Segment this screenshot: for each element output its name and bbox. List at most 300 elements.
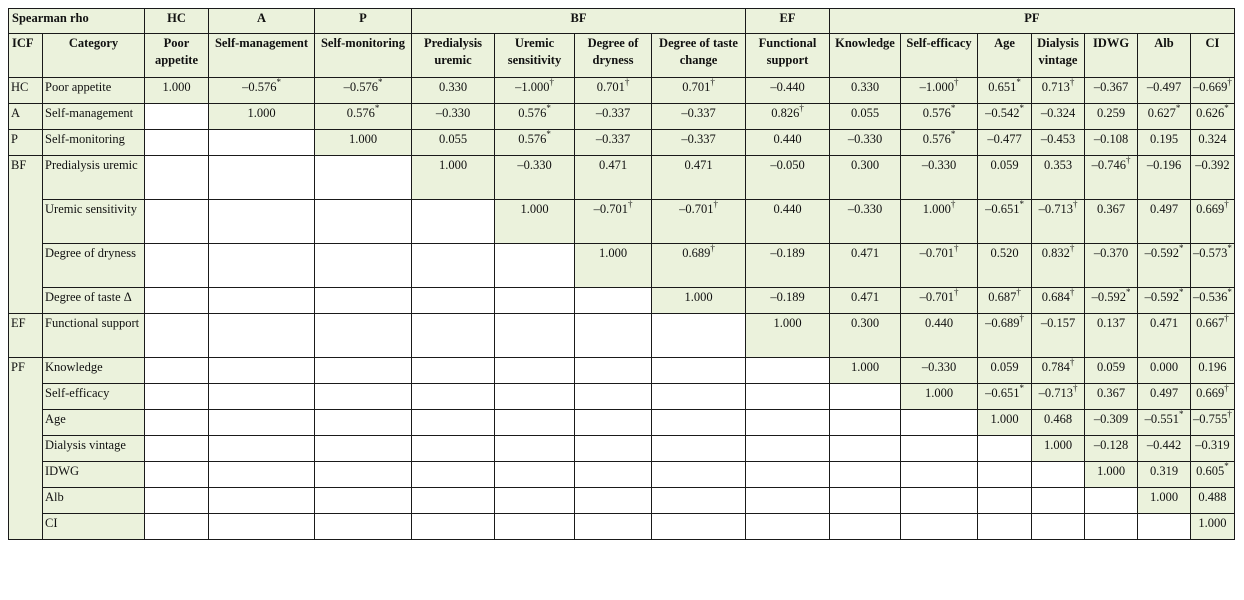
correlation-cell: 0.576* [901, 130, 978, 156]
column-group-header: A [209, 9, 315, 34]
correlation-cell [145, 200, 209, 244]
correlation-cell [412, 436, 495, 462]
significance-marker: † [799, 103, 804, 113]
correlation-cell: 0.353 [1032, 156, 1085, 200]
correlation-cell: 0.330 [830, 78, 901, 104]
significance-marker: * [950, 129, 956, 139]
correlation-cell: –0.330 [830, 200, 901, 244]
significance-marker: * [1019, 103, 1024, 113]
correlation-cell: –0.128 [1085, 436, 1138, 462]
correlation-cell [575, 358, 652, 384]
significance-marker: * [1224, 461, 1229, 471]
column-header: Functional support [746, 34, 830, 78]
correlation-cell [209, 488, 315, 514]
correlation-cell: –0.453 [1032, 130, 1085, 156]
table-row [9, 462, 1235, 488]
correlation-cell: –0.536* [1191, 288, 1235, 314]
correlation-cell: 0.440 [746, 130, 830, 156]
correlation-cell [1032, 488, 1085, 514]
correlation-cell: –0.189 [746, 288, 830, 314]
correlation-cell: –0.497 [1138, 78, 1191, 104]
correlation-cell [575, 410, 652, 436]
significance-marker: † [710, 77, 715, 87]
correlation-cell [412, 288, 495, 314]
correlation-cell: –0.319 [1191, 436, 1235, 462]
significance-marker: † [549, 77, 554, 87]
correlation-cell: 1.000 [145, 78, 209, 104]
table-row [9, 384, 1235, 410]
correlation-cell: –1.000† [495, 78, 575, 104]
correlation-cell [145, 462, 209, 488]
icf-header: ICF [9, 34, 43, 78]
significance-marker: † [1016, 287, 1021, 297]
table-row [9, 358, 1235, 384]
correlation-cell: 0.471 [830, 288, 901, 314]
correlation-cell [901, 436, 978, 462]
significance-marker: † [1072, 199, 1078, 209]
correlation-cell [830, 462, 901, 488]
row-label: Degree of taste Δ [43, 288, 145, 314]
correlation-cell [746, 462, 830, 488]
table-row [9, 514, 1235, 540]
correlation-cell: 0.196 [1191, 358, 1235, 384]
correlation-cell: 0.669† [1191, 200, 1235, 244]
correlation-cell [209, 436, 315, 462]
correlation-cell [652, 384, 746, 410]
correlation-cell [209, 244, 315, 288]
significance-marker: † [1224, 313, 1229, 323]
correlation-cell: 0.713† [1032, 78, 1085, 104]
correlation-cell [575, 488, 652, 514]
correlation-cell: –0.689† [978, 314, 1032, 358]
correlation-cell [209, 462, 315, 488]
column-header: Alb [1138, 34, 1191, 78]
row-label: Functional support [43, 314, 145, 358]
correlation-cell: –0.576* [209, 78, 315, 104]
correlation-cell [495, 384, 575, 410]
correlation-cell: –0.324 [1032, 104, 1085, 130]
correlation-cell: 0.440 [901, 314, 978, 358]
table-row [9, 130, 1235, 156]
correlation-cell: –0.592* [1138, 244, 1191, 288]
correlation-cell: 0.300 [830, 156, 901, 200]
correlation-cell [145, 314, 209, 358]
correlation-cell [652, 436, 746, 462]
significance-marker: † [1069, 287, 1075, 297]
row-label: Dialysis vintage [43, 436, 145, 462]
row-label: Degree of dryness [43, 244, 145, 288]
correlation-cell [145, 358, 209, 384]
correlation-cell [746, 410, 830, 436]
correlation-cell: –0.701† [901, 288, 978, 314]
correlation-cell [412, 200, 495, 244]
significance-marker: * [546, 129, 551, 139]
significance-marker: * [1016, 77, 1021, 87]
correlation-cell: –0.651* [978, 200, 1032, 244]
correlation-cell: 0.471 [1138, 314, 1191, 358]
column-header: Degree of dryness [575, 34, 652, 78]
correlation-cell: 0.832† [1032, 244, 1085, 288]
correlation-cell [412, 410, 495, 436]
correlation-cell [412, 462, 495, 488]
table-row [9, 200, 1235, 244]
correlation-cell [495, 488, 575, 514]
correlation-cell: –0.701† [901, 244, 978, 288]
significance-marker: † [1125, 155, 1131, 165]
correlation-cell: 0.059 [1085, 358, 1138, 384]
correlation-cell: 0.520 [978, 244, 1032, 288]
correlation-cell [495, 514, 575, 540]
correlation-cell: –0.542* [978, 104, 1032, 130]
correlation-cell: –0.108 [1085, 130, 1138, 156]
correlation-cell [145, 436, 209, 462]
significance-marker: * [1224, 103, 1229, 113]
correlation-cell [1085, 514, 1138, 540]
correlation-cell: –0.337 [575, 104, 652, 130]
significance-marker: * [1227, 287, 1232, 297]
correlation-cell [412, 488, 495, 514]
column-header: Age [978, 34, 1032, 78]
correlation-cell [901, 462, 978, 488]
correlation-cell: –0.592* [1138, 288, 1191, 314]
significance-marker: * [1125, 287, 1131, 297]
correlation-cell: 0.300 [830, 314, 901, 358]
correlation-cell [315, 514, 412, 540]
correlation-cell: –0.713† [1032, 384, 1085, 410]
column-group-header: BF [412, 9, 746, 34]
correlation-cell [652, 410, 746, 436]
row-label: Uremic sensitivity [43, 200, 145, 244]
correlation-cell: 1.000 [495, 200, 575, 244]
correlation-cell: –0.477 [978, 130, 1032, 156]
correlation-cell: 0.497 [1138, 384, 1191, 410]
correlation-cell [145, 514, 209, 540]
correlation-cell [746, 384, 830, 410]
corner-header: Spearman rho [9, 9, 145, 34]
correlation-cell [978, 436, 1032, 462]
significance-marker: † [627, 199, 633, 209]
correlation-cell: –0.713† [1032, 200, 1085, 244]
correlation-cell: 0.319 [1138, 462, 1191, 488]
correlation-cell: –0.746† [1085, 156, 1138, 200]
significance-marker: † [1224, 383, 1229, 393]
correlation-cell [978, 462, 1032, 488]
row-label: Poor appetite [43, 78, 145, 104]
significance-marker: * [1178, 243, 1184, 253]
correlation-cell [209, 288, 315, 314]
correlation-cell [315, 462, 412, 488]
column-header: Uremic sensitivity [495, 34, 575, 78]
correlation-cell: –0.701† [575, 200, 652, 244]
correlation-cell: 0.055 [830, 104, 901, 130]
column-group-header: P [315, 9, 412, 34]
correlation-cell: 0.627* [1138, 104, 1191, 130]
correlation-cell: 1.000 [209, 104, 315, 130]
correlation-cell [978, 488, 1032, 514]
correlation-cell [315, 358, 412, 384]
correlation-cell [145, 488, 209, 514]
correlation-cell [575, 384, 652, 410]
correlation-cell: 1.000 [575, 244, 652, 288]
correlation-cell: 0.667† [1191, 314, 1235, 358]
correlation-cell [315, 288, 412, 314]
correlation-cell [652, 462, 746, 488]
correlation-cell [575, 514, 652, 540]
correlation-cell [652, 514, 746, 540]
correlation-cell [412, 244, 495, 288]
significance-marker: * [1019, 199, 1024, 209]
significance-marker: † [1224, 199, 1229, 209]
column-header: Predialysis uremic [412, 34, 495, 78]
correlation-cell: 0.576* [495, 130, 575, 156]
column-header: Knowledge [830, 34, 901, 78]
correlation-cell [830, 488, 901, 514]
correlation-cell [315, 244, 412, 288]
correlation-cell: 1.000 [830, 358, 901, 384]
row-label: Self-efficacy [43, 384, 145, 410]
correlation-cell [746, 514, 830, 540]
correlation-cell: 1.000 [746, 314, 830, 358]
spearman-correlation-table [8, 8, 1235, 540]
correlation-cell: 0.468 [1032, 410, 1085, 436]
correlation-cell: 0.651* [978, 78, 1032, 104]
correlation-cell: 0.689† [652, 244, 746, 288]
correlation-cell [652, 314, 746, 358]
row-label: Age [43, 410, 145, 436]
significance-marker: * [1178, 287, 1184, 297]
correlation-cell [145, 130, 209, 156]
category-header: Category [43, 34, 145, 78]
correlation-cell [145, 244, 209, 288]
significance-marker: † [1019, 313, 1024, 323]
significance-marker: * [950, 103, 956, 113]
correlation-cell: –0.330 [495, 156, 575, 200]
column-group-header: HC [145, 9, 209, 34]
correlation-cell: –0.189 [746, 244, 830, 288]
correlation-cell [575, 436, 652, 462]
correlation-cell: –0.669† [1191, 78, 1235, 104]
correlation-cell: –0.050 [746, 156, 830, 200]
correlation-cell: –0.367 [1085, 78, 1138, 104]
significance-marker: * [1019, 383, 1024, 393]
correlation-cell: 1.000 [652, 288, 746, 314]
column-header: Self-efficacy [901, 34, 978, 78]
correlation-cell [209, 314, 315, 358]
correlation-cell: –0.330 [901, 358, 978, 384]
row-group-code: EF [9, 314, 43, 358]
correlation-cell [145, 104, 209, 130]
table-row [9, 488, 1235, 514]
correlation-cell: 0.576* [495, 104, 575, 130]
correlation-cell: –0.370 [1085, 244, 1138, 288]
table-row [9, 104, 1235, 130]
correlation-cell: –0.755† [1191, 410, 1235, 436]
row-label: IDWG [43, 462, 145, 488]
correlation-cell: 0.497 [1138, 200, 1191, 244]
correlation-cell: 0.784† [1032, 358, 1085, 384]
correlation-cell: 0.440 [746, 200, 830, 244]
correlation-cell [412, 384, 495, 410]
correlation-cell [575, 288, 652, 314]
column-group-header: EF [746, 9, 830, 34]
correlation-cell [495, 358, 575, 384]
significance-marker: † [710, 243, 715, 253]
correlation-cell: –0.330 [830, 130, 901, 156]
row-label: Predialysis uremic [43, 156, 145, 200]
correlation-cell: 1.000 [1138, 488, 1191, 514]
correlation-cell: –0.337 [575, 130, 652, 156]
correlation-cell: 0.605* [1191, 462, 1235, 488]
correlation-cell [209, 200, 315, 244]
correlation-cell: 0.488 [1191, 488, 1235, 514]
correlation-cell: –0.330 [901, 156, 978, 200]
correlation-cell [652, 358, 746, 384]
significance-marker: † [624, 77, 630, 87]
correlation-cell [209, 514, 315, 540]
correlation-cell [315, 436, 412, 462]
correlation-cell [315, 200, 412, 244]
correlation-cell: –0.576* [315, 78, 412, 104]
correlation-cell: 0.826† [746, 104, 830, 130]
correlation-cell [209, 130, 315, 156]
correlation-cell: 0.687† [978, 288, 1032, 314]
row-group-code: BF [9, 156, 43, 314]
correlation-cell [746, 436, 830, 462]
significance-marker: * [1227, 243, 1232, 253]
significance-marker: † [713, 199, 718, 209]
column-header: Poor appetite [145, 34, 209, 78]
correlation-cell: 0.195 [1138, 130, 1191, 156]
correlation-cell [145, 156, 209, 200]
correlation-cell [145, 384, 209, 410]
correlation-cell: 0.059 [978, 156, 1032, 200]
table-row [9, 314, 1235, 358]
significance-marker: † [1227, 409, 1232, 419]
column-header: Self-management [209, 34, 315, 78]
correlation-cell [1032, 462, 1085, 488]
significance-marker: † [950, 199, 956, 209]
significance-marker: * [1178, 409, 1184, 419]
table-row [9, 78, 1235, 104]
column-header: Dialysis vintage [1032, 34, 1085, 78]
correlation-cell: 0.055 [412, 130, 495, 156]
correlation-cell [209, 358, 315, 384]
correlation-cell: –0.551* [1138, 410, 1191, 436]
correlation-cell: 0.471 [575, 156, 652, 200]
correlation-cell [209, 384, 315, 410]
table-row [9, 410, 1235, 436]
correlation-cell: 1.000 [412, 156, 495, 200]
column-header: Degree of taste change [652, 34, 746, 78]
row-label: Alb [43, 488, 145, 514]
correlation-cell [575, 462, 652, 488]
table-row [9, 288, 1235, 314]
table-row [9, 156, 1235, 200]
correlation-cell [495, 436, 575, 462]
correlation-cell [209, 156, 315, 200]
correlation-cell: –0.651* [978, 384, 1032, 410]
correlation-cell [830, 410, 901, 436]
header-group-row [9, 9, 1235, 34]
correlation-cell: –0.701† [652, 200, 746, 244]
table-row [9, 436, 1235, 462]
correlation-cell [978, 514, 1032, 540]
significance-marker: † [1069, 243, 1075, 253]
correlation-cell [315, 410, 412, 436]
correlation-cell [575, 314, 652, 358]
row-group-code: A [9, 104, 43, 130]
correlation-cell: 1.000 [1085, 462, 1138, 488]
row-label: Self-management [43, 104, 145, 130]
significance-marker: * [546, 103, 551, 113]
correlation-cell [315, 384, 412, 410]
row-label: CI [43, 514, 145, 540]
correlation-cell [209, 410, 315, 436]
correlation-cell [1085, 488, 1138, 514]
correlation-cell [830, 436, 901, 462]
correlation-cell: 0.330 [412, 78, 495, 104]
correlation-cell: 0.701† [652, 78, 746, 104]
correlation-cell [412, 314, 495, 358]
significance-marker: † [1069, 357, 1075, 367]
correlation-cell: –0.392 [1191, 156, 1235, 200]
table-body [9, 78, 1235, 540]
correlation-cell: –0.309 [1085, 410, 1138, 436]
correlation-cell: 0.259 [1085, 104, 1138, 130]
correlation-cell: 0.626* [1191, 104, 1235, 130]
correlation-cell [830, 514, 901, 540]
correlation-cell: 0.137 [1085, 314, 1138, 358]
correlation-cell [495, 244, 575, 288]
header-label-row [9, 34, 1235, 78]
row-label: Knowledge [43, 358, 145, 384]
correlation-cell [495, 410, 575, 436]
correlation-cell: 0.576* [901, 104, 978, 130]
correlation-cell [145, 410, 209, 436]
correlation-cell: –0.196 [1138, 156, 1191, 200]
correlation-cell: –0.337 [652, 130, 746, 156]
correlation-cell [830, 384, 901, 410]
correlation-cell [495, 462, 575, 488]
correlation-cell [412, 514, 495, 540]
correlation-cell: 0.669† [1191, 384, 1235, 410]
correlation-cell: –1.000† [901, 78, 978, 104]
significance-marker: * [377, 77, 383, 87]
correlation-cell: –0.440 [746, 78, 830, 104]
correlation-cell: 0.471 [830, 244, 901, 288]
significance-marker: † [1069, 77, 1075, 87]
correlation-cell: –0.442 [1138, 436, 1191, 462]
correlation-cell: –0.330 [412, 104, 495, 130]
correlation-cell [746, 358, 830, 384]
column-group-header: PF [830, 9, 1235, 34]
correlation-cell [901, 514, 978, 540]
correlation-cell [315, 314, 412, 358]
correlation-cell: 0.059 [978, 358, 1032, 384]
correlation-cell: 0.576* [315, 104, 412, 130]
correlation-cell: 1.000 [1191, 514, 1235, 540]
correlation-cell: 1.000 [315, 130, 412, 156]
correlation-cell: –0.157 [1032, 314, 1085, 358]
significance-marker: * [374, 103, 380, 113]
correlation-cell [495, 314, 575, 358]
correlation-cell [746, 488, 830, 514]
correlation-cell: 0.471 [652, 156, 746, 200]
correlation-cell [315, 488, 412, 514]
table-row [9, 244, 1235, 288]
significance-marker: † [1072, 383, 1078, 393]
row-group-code: P [9, 130, 43, 156]
